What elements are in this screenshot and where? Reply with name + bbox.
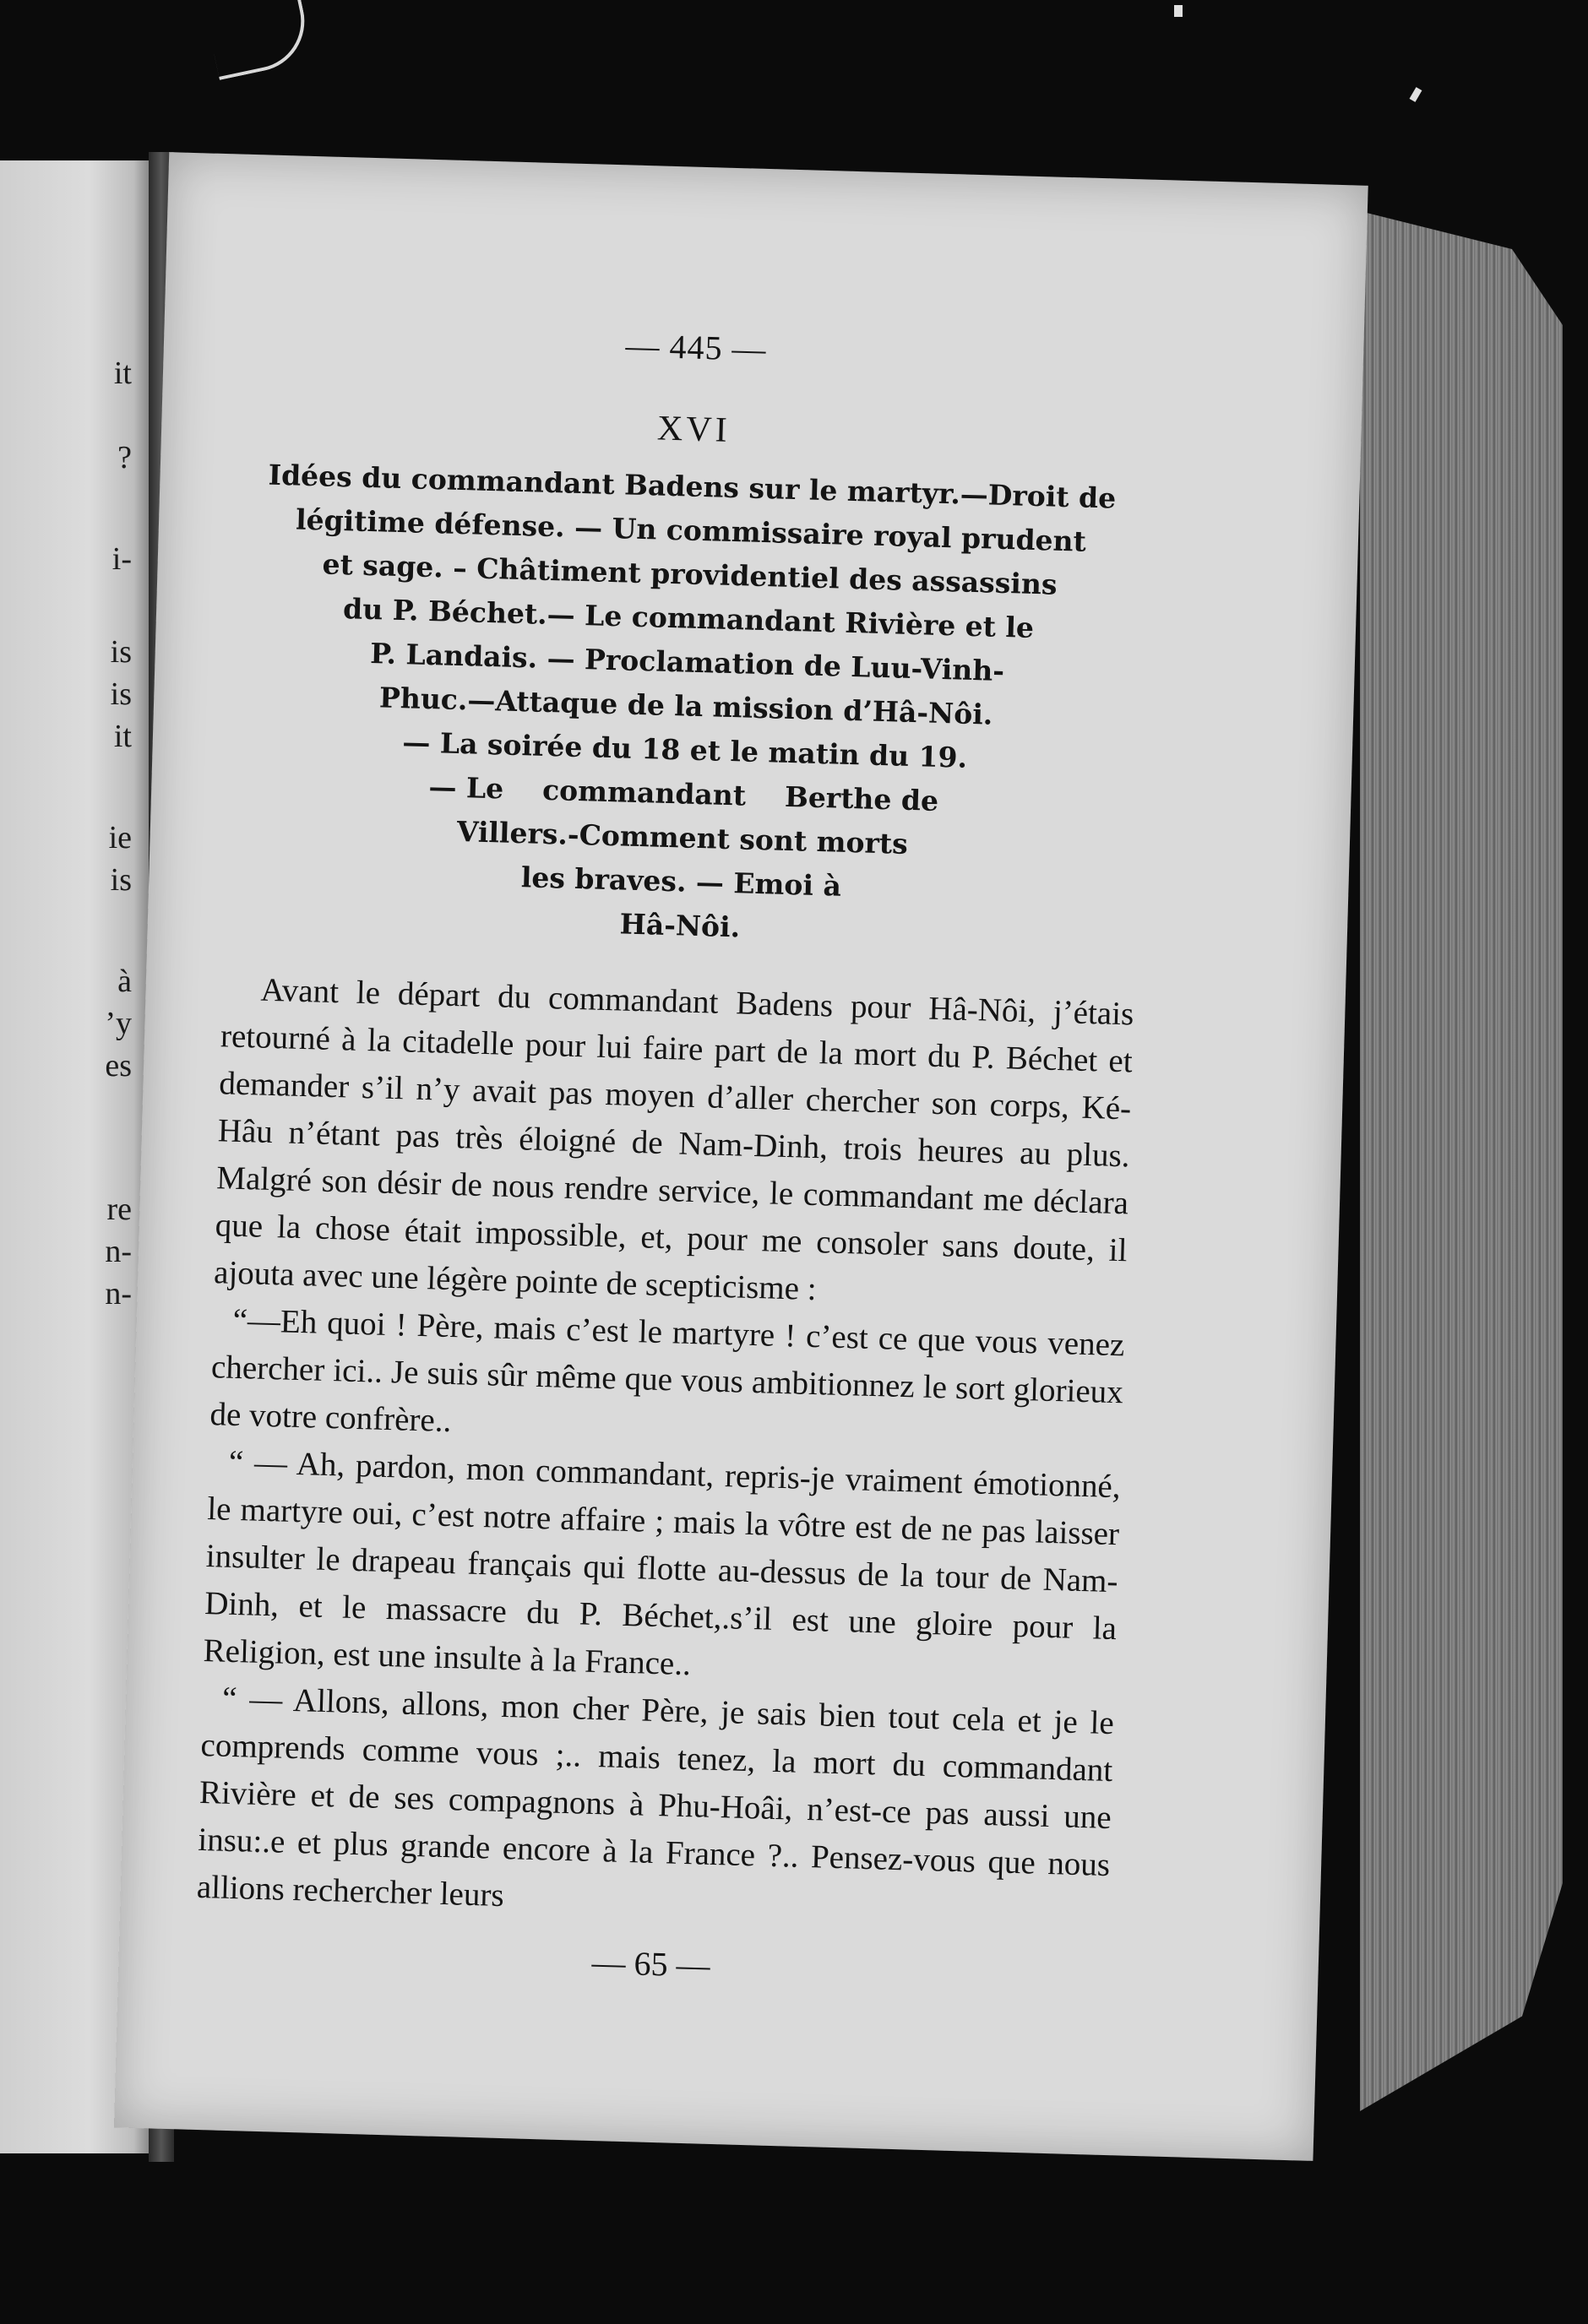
left-fragment: n- <box>105 1276 132 1311</box>
left-fragment: es <box>105 1048 132 1083</box>
left-fragment: ie <box>108 820 132 855</box>
paragraph: “ — Ah, pardon, mon commandant, repris-je vraiment émotionné, le martyre oui, c’est notre affaire ; mais la vôtre est de ne pas laisser insulter le drapeau français qui flotte au-dessus de la tour de Nam-Dinh, et le massacre du P. Béchet,.s’il est une gloire pour la Religion, est une insulte à la France.. <box>203 1443 1122 1683</box>
summary-line: Villers.-Comment sont morts <box>456 815 909 861</box>
page-header-number: — 445 — <box>624 326 768 369</box>
paragraph: “—Eh quoi ! Père, mais c’est le martyre ! c’est ce que vous venez chercher ici.. Je suis sûr même que vous ambitionnez le sort glorieux de votre confrère.. <box>209 1301 1125 1440</box>
body-text <box>196 965 1134 1936</box>
page-content <box>194 315 1152 1996</box>
book-page <box>114 152 1368 2161</box>
summary-line: et sage. – Châtiment providentiel des assassins <box>322 547 1058 601</box>
left-fragment: is <box>110 634 132 670</box>
summary-line: les braves. — Emoi à <box>520 861 842 903</box>
summary-line: — La soirée du 18 et le matin du 19. <box>401 725 968 774</box>
left-fragment: ? <box>117 440 132 475</box>
paragraph: “ — Allons, allons, mon cher Père, je sais bien tout cela et je le comprends comme vous ;.. mais tenez, la mort du commandant Rivière et de ses compagnons à Phu-Hoâi, n’est-ce pas aussi une insu:.e et plus grande encore à la France ?.. Pensez-vous que nous allions rechercher leurs <box>196 1680 1115 1914</box>
left-fragment: it <box>113 719 132 754</box>
left-fragment: is <box>110 862 132 898</box>
summary-line: Phuc.—Attaque de la mission d’Hâ-Nôi. <box>378 681 993 731</box>
corner-scribble <box>205 0 314 80</box>
left-fragment: i- <box>111 541 132 577</box>
summary-line: légitime défense. — Un commissaire royal prudent <box>295 502 1087 558</box>
left-fragment: it <box>113 356 132 391</box>
left-fragment: re <box>106 1192 132 1227</box>
summary-line: du P. Béchet.— Le commandant Rivière et le <box>342 592 1035 644</box>
left-fragment: ’y <box>105 1006 132 1041</box>
summary-line: — Le commandant Berthe de <box>428 770 939 817</box>
chapter-heading: XVI <box>656 409 731 450</box>
speck <box>1410 87 1422 102</box>
speck <box>1174 5 1183 17</box>
summary-line: Hâ-Nôi. <box>619 907 741 944</box>
summary-line: Idées du commandant Badens sur le martyr.—Droit de <box>268 458 1117 515</box>
page-edges <box>1360 211 1563 2111</box>
left-fragment: n- <box>105 1234 132 1269</box>
summary-line: P. Landais. — Proclamation de Luu-Vinh- <box>369 637 1005 688</box>
page-footer-number: — 65 — <box>590 1942 711 1985</box>
left-fragment: is <box>110 676 132 712</box>
left-fragment: à <box>117 964 132 999</box>
chapter-summary <box>231 453 1140 960</box>
paragraph: Avant le départ du commandant Badens pour Hâ-Nôi, j’étais retourné à la citadelle pour lui faire part de la mort du P. Béchet et demander s’il n’y avait pas moyen d’aller chercher son corps, Ké-Hâu n’étant pas très éloigné de Nam-Dinh, trois heures au plus. Malgré son désir de nous rendre service, le commandant me déclara que la chose était impossible, et, pour me consoler sans doute, il ajouta avec une légère pointe de scepticisme : <box>213 971 1134 1308</box>
